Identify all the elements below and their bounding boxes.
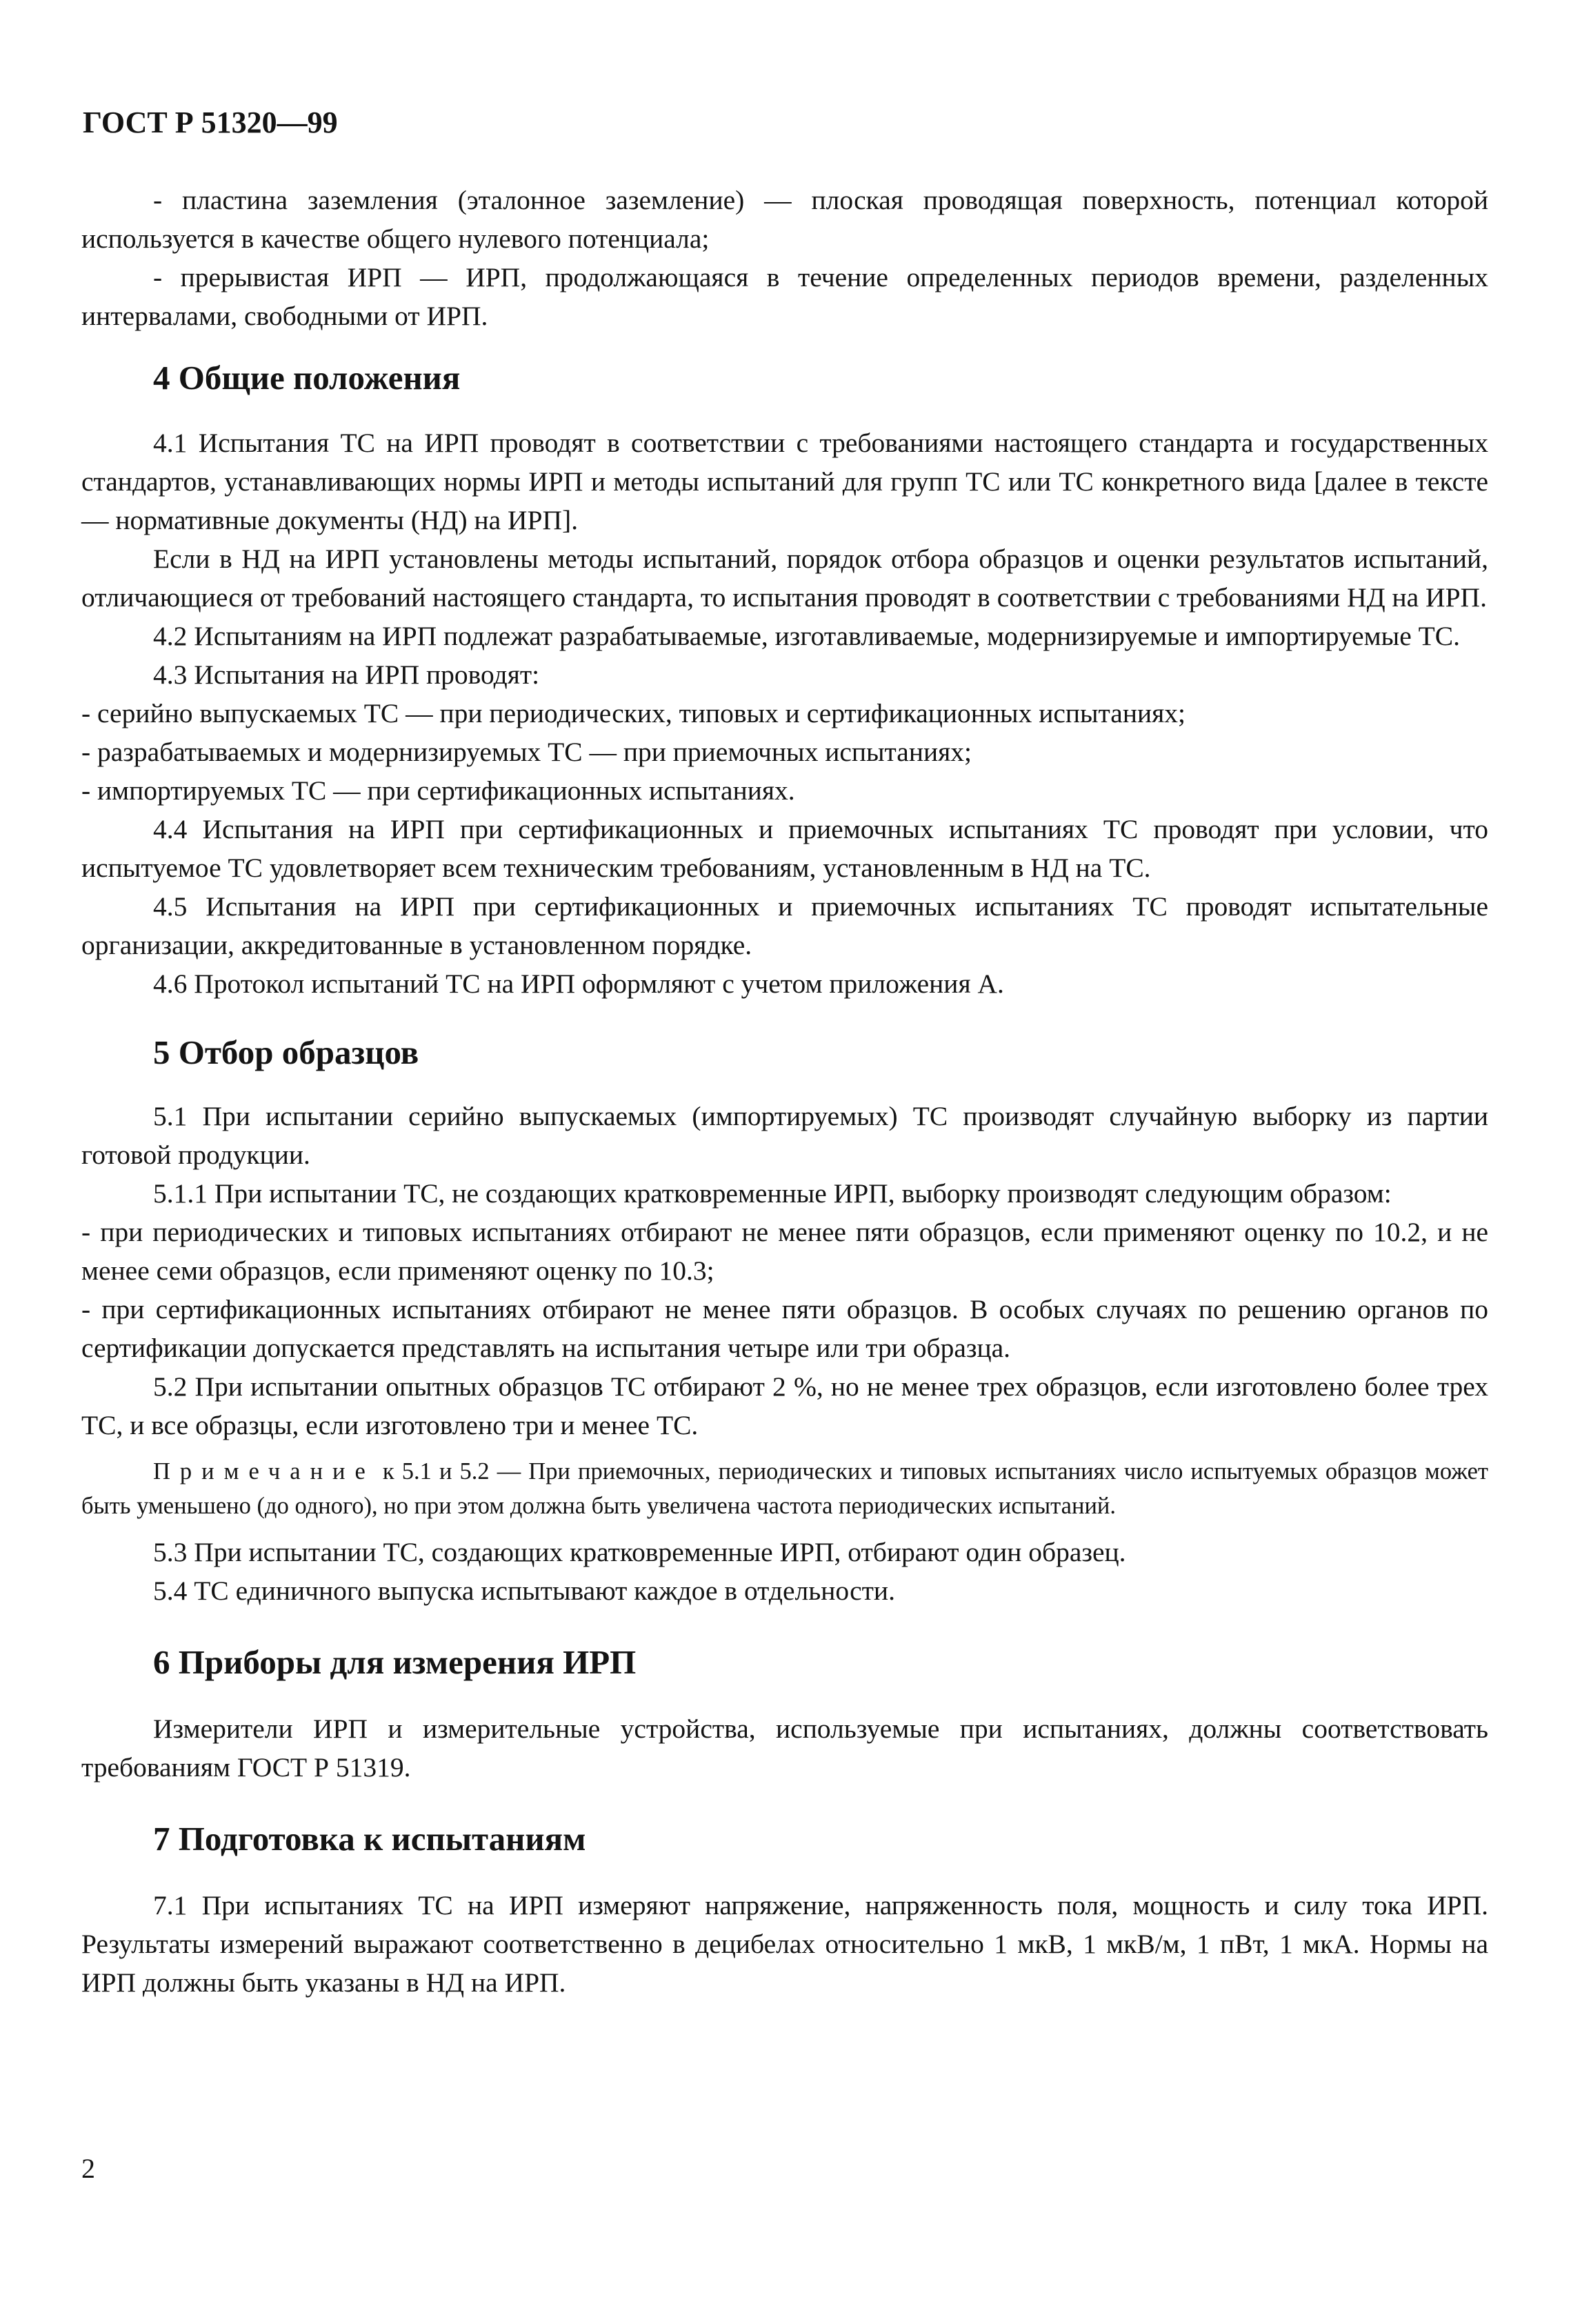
paragraph: 4.2 Испытаниям на ИРП подлежат разрабатываемые, изготавливаемые, модернизируемые и импортируемые ТС. (153, 621, 1460, 651)
paragraph: Если в НД на ИРП установлены методы испытаний, порядок отбора образцов и оценки результатов испытаний, отличающиеся от требований настоящего стандарта, то испытания проводят в соответствии с требованиями НД на ИРП. (81, 544, 1488, 613)
note (81, 1454, 1488, 1523)
paragraph: 4.4 Испытания на ИРП при сертификационных и приемочных испытаниях ТС проводят при условии, что испытуемое ТС удовлетворяет всем техническим требованиям, установленным в НД на ТС. (81, 814, 1488, 883)
paragraph: 5.4 ТС единичного выпуска испытывают каждое в отдельности. (153, 1576, 895, 1606)
paragraph: 5.3 При испытании ТС, создающих кратковременные ИРП, отбирают один образец. (153, 1537, 1126, 1567)
paragraph: 4.3 Испытания на ИРП проводят: (153, 659, 540, 690)
section-heading-5: 5 Отбор образцов (153, 1033, 419, 1071)
paragraph: 4.6 Протокол испытаний ТС на ИРП оформляют с учетом приложения А. (153, 969, 1004, 999)
list-item: - при сертификационных испытаниях отбирают не менее пяти образцов. В особых случаях по решению органов по сертификации допускается представлять на испытания четыре или три образца. (81, 1294, 1488, 1363)
section-heading-4: 4 Общие положения (153, 359, 461, 397)
paragraph: 5.1.1 При испытании ТС, не создающих кратковременные ИРП, выборку производят следующим образом: (153, 1178, 1392, 1209)
list-item: - импортируемых ТС — при сертификационных испытаниях. (81, 775, 795, 806)
page-number: 2 (81, 2153, 95, 2184)
paragraph: 4.5 Испытания на ИРП при сертификационных и приемочных испытаниях ТС проводят испытательные организации, аккредитованные в установленном порядке. (81, 891, 1488, 960)
paragraph: Измерители ИРП и измерительные устройства, используемые при испытаниях, должны соответствовать требованиям ГОСТ Р 51319. (81, 1714, 1488, 1782)
section-heading-7: 7 Подготовка к испытаниям (153, 1820, 586, 1858)
document-body (81, 181, 1488, 2002)
paragraph: 5.2 При испытании опытных образцов ТС отбирают 2 %, но не менее трех образцов, если изготовлено более трех ТС, и все образцы, если изготовлено три и менее ТС. (81, 1371, 1488, 1440)
paragraph: - пластина заземления (эталонное заземление) — плоская проводящая поверхность, потенциал которой используется в качестве общего нулевого потенциала; (81, 185, 1488, 254)
paragraph: - прерывистая ИРП — ИРП, продолжающаяся в течение определенных периодов времени, разделенных интервалами, свободными от ИРП. (81, 262, 1488, 331)
list-item: - разрабатываемых и модернизируемых ТС — при приемочных испытаниях; (81, 737, 972, 767)
note-text: к 5.1 и 5.2 — При приемочных, периодических и типовых испытаниях число испытуемых образцов может быть уменьшено (до одного), но при этом должна быть увеличена частота периодических испытаний. (81, 1458, 1488, 1519)
paragraph: 4.1 Испытания ТС на ИРП проводят в соответствии с требованиями настоящего стандарта и государственных стандартов, устанавливающих нормы ИРП и методы испытаний для групп ТС или ТС конкретного вида [далее в тексте — нормативные документы (НД) на ИРП]. (81, 428, 1488, 535)
section-heading-6: 6 Приборы для измерения ИРП (153, 1643, 637, 1681)
list-item: - серийно выпускаемых ТС — при периодических, типовых и сертификационных испытаниях; (81, 698, 1185, 728)
list-item: - при периодических и типовых испытаниях отбирают не менее пяти образцов, если применяют оценку по 10.2, и не менее семи образцов, если применяют оценку по 10.3; (81, 1217, 1488, 1286)
paragraph: 7.1 При испытаниях ТС на ИРП измеряют напряжение, напряженность поля, мощность и силу тока ИРП. Результаты измерений выражают соответственно в децибелах относительно 1 мкВ, 1 мкВ/м, 1 пВт, 1 мкА. Нормы на ИРП должны быть указаны в НД на ИРП. (81, 1890, 1488, 1998)
note-label: Примечание (153, 1458, 375, 1484)
paragraph: 5.1 При испытании серийно выпускаемых (импортируемых) ТС производят случайную выборку из партии готовой продукции. (81, 1101, 1488, 1170)
document-code: ГОСТ Р 51320—99 (83, 106, 338, 139)
